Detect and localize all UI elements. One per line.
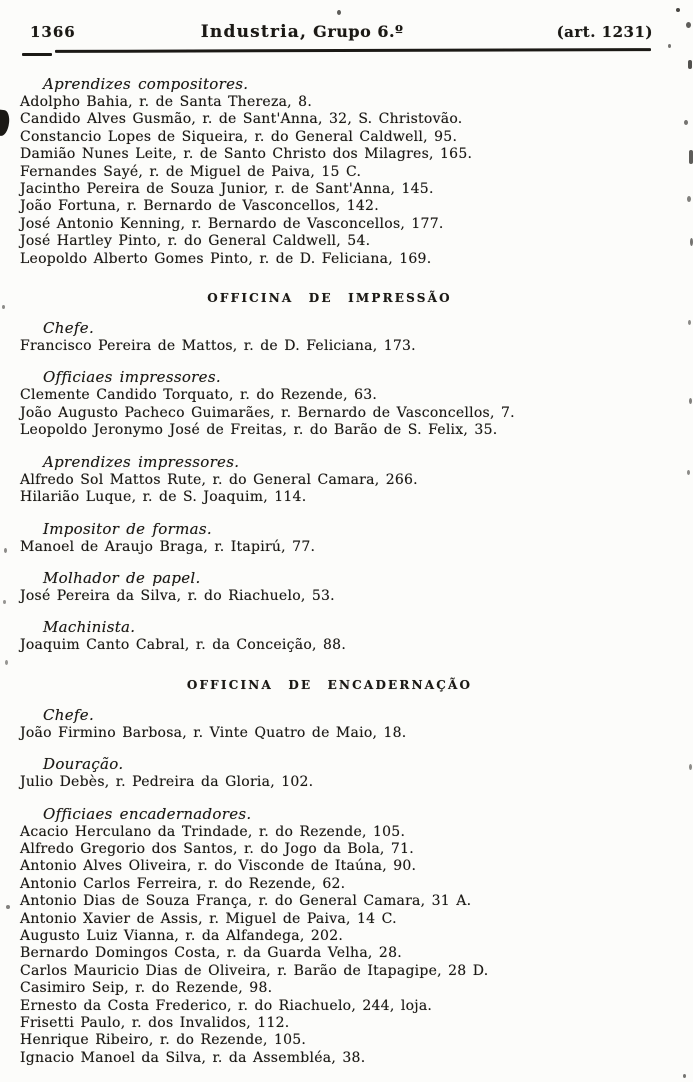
- directory-entry: Antonio Alves Oliveira, r. do Visconde de Itaúna, 90.: [20, 858, 417, 875]
- ink-speck: [337, 10, 341, 15]
- directory-entry: Antonio Carlos Ferreira, r. do Rezende, 62.: [20, 875, 346, 892]
- ink-speck: [687, 470, 690, 475]
- page-title-group-name: Industria,: [200, 22, 308, 42]
- running-header: [30, 22, 653, 46]
- ink-speck: [687, 196, 691, 202]
- directory-entry: João Augusto Pacheco Guimarães, r. Bernardo de Vasconcellos, 7.: [20, 404, 515, 421]
- directory-entry: Ernesto da Costa Frederico, r. do Riachuelo, 244, loja.: [20, 997, 433, 1014]
- directory-entry: João Fortuna, r. Bernardo de Vasconcellos, 142.: [20, 198, 379, 215]
- directory-entry: Augusto Luiz Vianna, r. da Alfandega, 202.: [20, 927, 344, 944]
- ink-speck: [689, 398, 692, 404]
- directory-entry: Clemente Candido Torquato, r. do Rezende, 63.: [20, 387, 378, 404]
- directory-entry: Antonio Dias de Souza França, r. do General Camara, 31 A.: [20, 893, 472, 910]
- role-title: Chefe.: [43, 705, 95, 724]
- directory-entry: Julio Debès, r. Pedreira da Gloria, 102.: [20, 774, 314, 791]
- ink-speck: [683, 1074, 686, 1078]
- ink-speck: [6, 905, 10, 909]
- directory-entry: José Antonio Kenning, r. Bernardo de Vasconcellos, 177.: [20, 215, 444, 232]
- directory-entry: Acacio Herculano da Trindade, r. do Rezende, 105.: [20, 823, 406, 840]
- directory-entry: Casimiro Seip, r. do Rezende, 98.: [20, 980, 273, 997]
- directory-entry: Damião Nunes Leite, r. de Santo Christo dos Milagres, 165.: [20, 146, 473, 163]
- article-reference: (art. 1231): [556, 23, 653, 41]
- directory-entry: Ignacio Manoel da Silva, r. da Assembléa, 38.: [20, 1049, 366, 1066]
- ink-speck: [4, 548, 7, 553]
- ink-speck: [688, 320, 691, 325]
- directory-entry: Carlos Mauricio Dias de Oliveira, r. Barão de Itapagipe, 28 D.: [20, 962, 489, 979]
- role-title: Chefe.: [43, 319, 95, 338]
- role-title: Machinista.: [43, 618, 136, 637]
- role-title: Officiaes encadernadores.: [43, 804, 252, 823]
- role-title: Aprendizes compositores.: [43, 75, 249, 93]
- directory-entry: Manoel de Araujo Braga, r. Itapirú, 77.: [20, 538, 316, 555]
- directory-entry: Frisetti Paulo, r. dos Invalidos, 112.: [20, 1015, 290, 1031]
- ink-speck: [686, 22, 691, 28]
- directory-entry: Alfredo Gregorio dos Santos, r. do Jogo da Bola, 71.: [20, 840, 414, 857]
- role-title: Molhador de papel.: [43, 568, 201, 587]
- directory-entry: Leopoldo Alberto Gomes Pinto, r. de D. Feliciana, 169.: [20, 250, 432, 267]
- ink-speck: [2, 305, 5, 309]
- directory-entry: Fernandes Sayé, r. de Miguel de Paiva, 15 C.: [20, 163, 362, 180]
- ink-speck: [668, 44, 671, 48]
- role-title: Impositor de formas.: [43, 519, 212, 538]
- ink-speck: [676, 8, 680, 12]
- ink-speck: [3, 600, 6, 604]
- directory-entry: Alfredo Sol Mattos Rute, r. do General Camara, 266.: [20, 471, 418, 488]
- directory-entry: Leopoldo Jeronymo José de Freitas, r. do Barão de S. Felix, 35.: [20, 422, 498, 439]
- ink-speck: [689, 764, 692, 770]
- role-title: Officiaes impressores.: [43, 368, 221, 387]
- directory-entry: Antonio Xavier de Assis, r. Miguel de Paiva, 14 C.: [20, 910, 397, 927]
- directory-entry: Candido Alves Gusmão, r. de Sant'Anna, 32, S. Christovão.: [20, 111, 463, 128]
- role-title: Aprendizes impressores.: [43, 452, 240, 471]
- page-content: [0, 62, 659, 1067]
- directory-entry: Hilarião Luque, r. de S. Joaquim, 114.: [20, 489, 307, 506]
- directory-entry: José Hartley Pinto, r. do General Caldwell, 54.: [20, 233, 371, 250]
- ink-speck: [684, 120, 688, 125]
- role-title: Douração.: [43, 755, 124, 774]
- directory-entry: José Pereira da Silva, r. do Riachuelo, 53.: [20, 587, 335, 604]
- directory-entry: Constancio Lopes de Siqueira, r. do General Caldwell, 95.: [20, 128, 458, 145]
- section-heading: OFFICINA DE IMPRESSÃO: [207, 291, 452, 306]
- directory-entry: Adolpho Bahia, r. de Santa Thereza, 8.: [20, 94, 313, 110]
- directory-entry: Bernardo Domingos Costa, r. da Guarda Velha, 28.: [20, 945, 402, 962]
- page-title: [201, 22, 404, 42]
- page-number: 1366: [30, 23, 76, 41]
- directory-entry: João Firmino Barbosa, r. Vinte Quatro de Maio, 18.: [20, 724, 407, 741]
- ink-speck: [689, 150, 693, 164]
- directory-entry: Joaquim Canto Cabral, r. da Conceição, 88.: [20, 637, 347, 654]
- ink-speck: [688, 60, 692, 69]
- directory-entry: Jacintho Pereira de Souza Junior, r. de Sant'Anna, 145.: [20, 181, 434, 198]
- directory-entry: Henrique Ribeiro, r. do Rezende, 105.: [20, 1032, 307, 1049]
- header-rule: [55, 48, 651, 52]
- page-number-rule: [22, 53, 52, 56]
- directory-entry: Francisco Pereira de Mattos, r. de D. Feliciana, 173.: [20, 338, 416, 355]
- section-heading: OFFICINA DE ENCADERNAÇÃO: [186, 677, 473, 692]
- page-title-group-number: Grupo 6.º: [307, 22, 404, 41]
- ink-speck: [5, 660, 8, 665]
